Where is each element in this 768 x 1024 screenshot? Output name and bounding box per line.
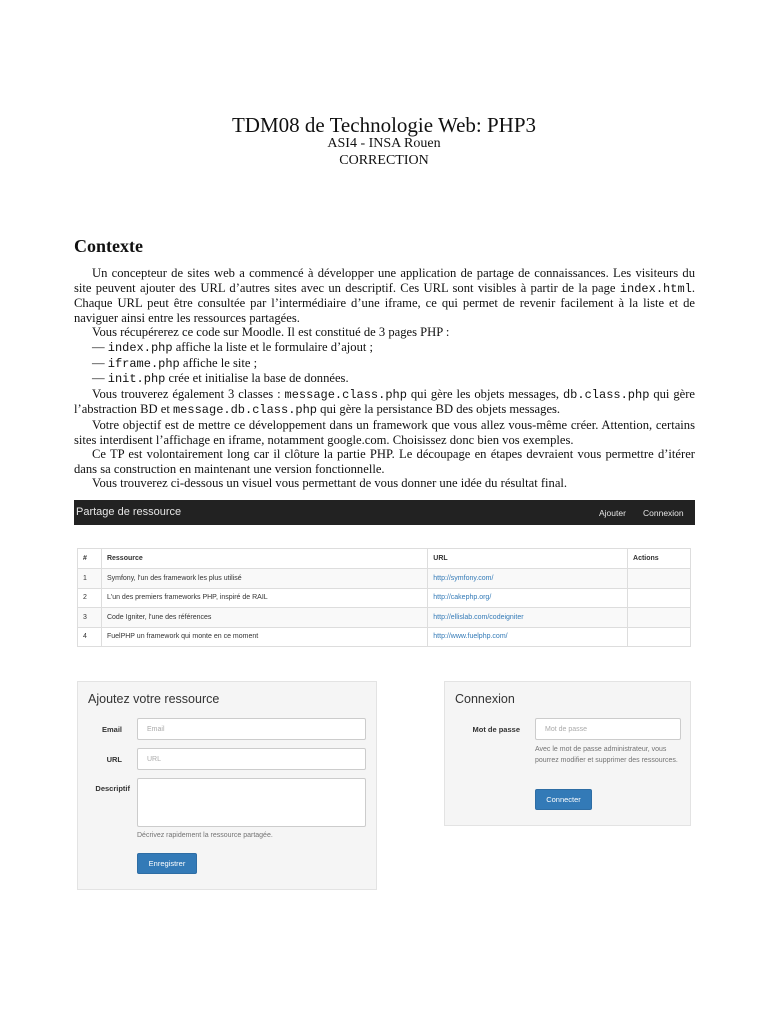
document-correction-label: CORRECTION [339,153,429,168]
cell-actions [628,569,691,589]
list-item [74,371,695,387]
login-panel-title: Connexion [455,692,515,706]
login-panel [444,681,691,826]
description-textarea[interactable] [137,778,366,827]
text-span: . Chaque URL peut être consultée par l’intermédiaire d’une iframe, ce qui permet de revenir facilement à la liste et de naviguer ainsi entre les ressources partagées. [74,280,695,325]
url-field[interactable]: URL [137,748,366,770]
table-row [78,569,691,589]
cell-url-link[interactable]: http://symfony.com/ [428,569,628,589]
text-span: crée et initialise la base de données. [165,371,349,386]
cell-actions [628,588,691,608]
list-item [74,340,695,356]
cell-number: 1 [78,569,102,589]
cell-url-link[interactable]: http://ellislab.com/codeigniter [428,608,628,628]
paragraph-objective: Votre objectif est de mettre ce développement dans un framework que vous allez vous-même créer. Attention, certains sites interdisent l’affichage en iframe, notamment google.com. Choisissez donc bien vos exemples. [74,417,695,447]
add-resource-panel [77,681,377,890]
col-header-url: URL [428,549,628,569]
col-header-number: # [78,549,102,569]
document-title: TDM08 de Technologie Web: PHP3 [231,113,537,137]
paragraph-long-tp: Ce TP est volontairement long car il clôture la partie PHP. Le découpage en étapes devraient vous permettre d’itérer dans sa construction en maintenant une version fonctionnelle. [74,447,695,476]
list-item [74,356,695,372]
text-span: Un concepteur de sites web a commencé à développer une application de partage de connaissances. Les visiteurs du site peuvent ajouter des URL d’autres sites avec un descriptif. Ces URL sont visibles à partir de la page [74,266,695,295]
connect-button[interactable]: Connecter [535,789,592,810]
resource-table [77,548,691,647]
table-header-row [78,549,691,569]
code-message-db-class: message.db.class.php [172,403,318,418]
navbar-brand[interactable]: Partage de ressource [76,506,182,518]
email-field[interactable]: Email [137,718,366,740]
table-row [78,627,691,647]
text-span: qui gère les objets messages, [406,386,563,401]
cell-resource: Code Igniter, l'une des références [101,608,427,628]
code-init-php: init.php [107,372,166,387]
navbar [74,500,695,525]
cell-url-link[interactable]: http://www.fuelphp.com/ [428,627,628,647]
paragraph-visual: Vous trouverez ci-dessous un visuel vous permettant de vous donner une idée du résultat final. [92,476,568,491]
code-iframe-php: iframe.php [107,356,180,371]
text-span: qui gère l’abstraction BD et [74,386,695,417]
add-panel-title: Ajoutez votre ressource [88,692,220,706]
cell-number: 2 [78,588,102,608]
app-screenshot [74,500,695,895]
cell-resource: L'un des premiers frameworks PHP, inspiré de RAIL [101,588,427,608]
text-span: affiche la liste et le formulaire d’ajout ; [172,339,374,354]
cell-number: 3 [78,608,102,628]
table-row [78,608,691,628]
url-label: URL [106,755,122,764]
description-help: Décrivez rapidement la ressource partagée. [137,832,273,839]
text-span: Vous trouverez également 3 classes : [92,386,285,401]
body-text [74,266,695,491]
code-message-class: message.class.php [284,387,407,402]
password-field[interactable]: Mot de passe [535,718,681,740]
description-label: Descriptif [95,784,130,793]
nav-link-add[interactable]: Ajouter [599,508,626,518]
paragraph-classes [74,387,695,418]
col-header-actions: Actions [628,549,691,569]
code-db-class: db.class.php [562,387,650,402]
text-span: qui gère la persistance BD des objets messages. [317,402,561,417]
cell-url-link[interactable]: http://cakephp.org/ [428,588,628,608]
paragraph-intro [74,266,695,325]
cell-number: 4 [78,627,102,647]
code-index-php: index.php [107,340,173,355]
list-dash: — [92,339,108,354]
section-title: Contexte [74,236,143,256]
nav-link-login[interactable]: Connexion [643,508,684,518]
col-header-resource: Ressource [101,549,427,569]
cell-resource: Symfony, l'un des framework les plus utilisé [101,569,427,589]
cell-actions [628,608,691,628]
list-dash: — [92,371,108,386]
cell-resource: FuelPHP un framework qui monte en ce moment [101,627,427,647]
text-span: affiche le site ; [179,355,258,370]
password-help: Avec le mot de passe administrateur, vous pourrez modifier et supprimer des ressources. [535,746,678,764]
password-label: Mot de passe [472,725,520,734]
document-subtitle: ASI4 - INSA Rouen [327,136,441,151]
email-label: Email [101,725,122,734]
paragraph-moodle: Vous récupérerez ce code sur Moodle. Il est constitué de 3 pages PHP : [92,325,450,340]
table-row [78,588,691,608]
cell-actions [628,627,691,647]
save-button[interactable]: Enregistrer [137,853,197,874]
code-index-html: index.html [619,281,692,296]
list-dash: — [92,355,108,370]
